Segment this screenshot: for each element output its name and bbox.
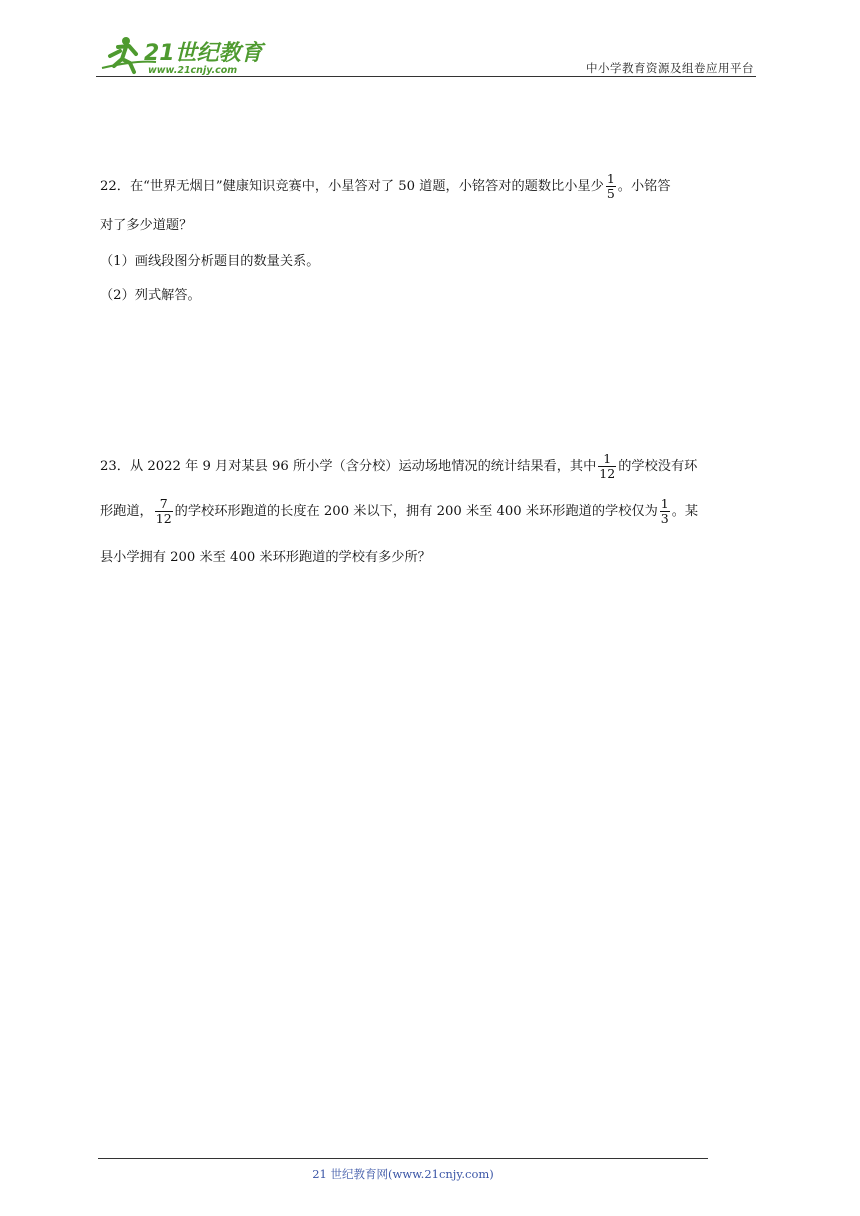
q22-line-1: [100, 172, 671, 201]
q23-text-2c: 。某: [671, 504, 699, 519]
fraction-numerator: 1: [660, 496, 669, 511]
footer-divider: [98, 1158, 708, 1159]
fraction-denominator: 12: [599, 466, 616, 481]
q23-text-2b: 的学校环形跑道的长度在 200 米以下，拥有 200 米至 400 米环形跑道的学校仅为: [174, 504, 658, 519]
q22-text-1a: 22．在“世界无烟日”健康知识竞赛中，小星答对了 50 道题，小铭答对的题数比小星少: [100, 179, 604, 194]
fraction-numerator: 7: [155, 497, 173, 512]
q22-part-1: （1）画线段图分析题目的数量关系。: [100, 254, 320, 269]
q22-line-2: 对了多少道题？: [100, 218, 193, 233]
fraction-numerator: 1: [598, 452, 616, 467]
logo: [96, 32, 266, 76]
q23-line-3: 县小学拥有 200 米至 400 米环形跑道的学校有多少所？: [100, 550, 431, 565]
header-divider: [96, 76, 756, 77]
footer-text: 21 世纪教育网(www.21cnjy.com): [312, 1167, 494, 1181]
logo-url: www.21cnjy.com: [148, 65, 238, 76]
q23-text-1b: 的学校没有环: [618, 459, 698, 474]
fraction-1-5: [606, 172, 616, 201]
fraction-denominator: 3: [660, 511, 669, 526]
q22-part-2: （2）列式解答。: [100, 288, 201, 303]
q23-text-2a: 形跑道，: [100, 504, 153, 519]
fraction-denominator: 12: [155, 511, 172, 526]
fraction-7-12: [155, 497, 173, 526]
q23-line-1: [100, 452, 697, 481]
fraction-numerator: 1: [606, 171, 615, 186]
q22-text-1b: 。小铭答: [617, 179, 671, 194]
logo-text: 21世纪教育: [144, 41, 263, 66]
fraction-denominator: 5: [606, 186, 615, 201]
q23-text-1a: 23．从 2022 年 9 月对某县 96 所小学（含分校）运动场地情况的统计结果看，其中: [100, 459, 597, 474]
fraction-1-12: [598, 452, 616, 481]
q23-line-2: [100, 497, 698, 526]
fraction-1-3: [660, 497, 670, 526]
page-header: [96, 30, 756, 78]
header-title: 中小学教育资源及组卷应用平台: [586, 61, 754, 75]
